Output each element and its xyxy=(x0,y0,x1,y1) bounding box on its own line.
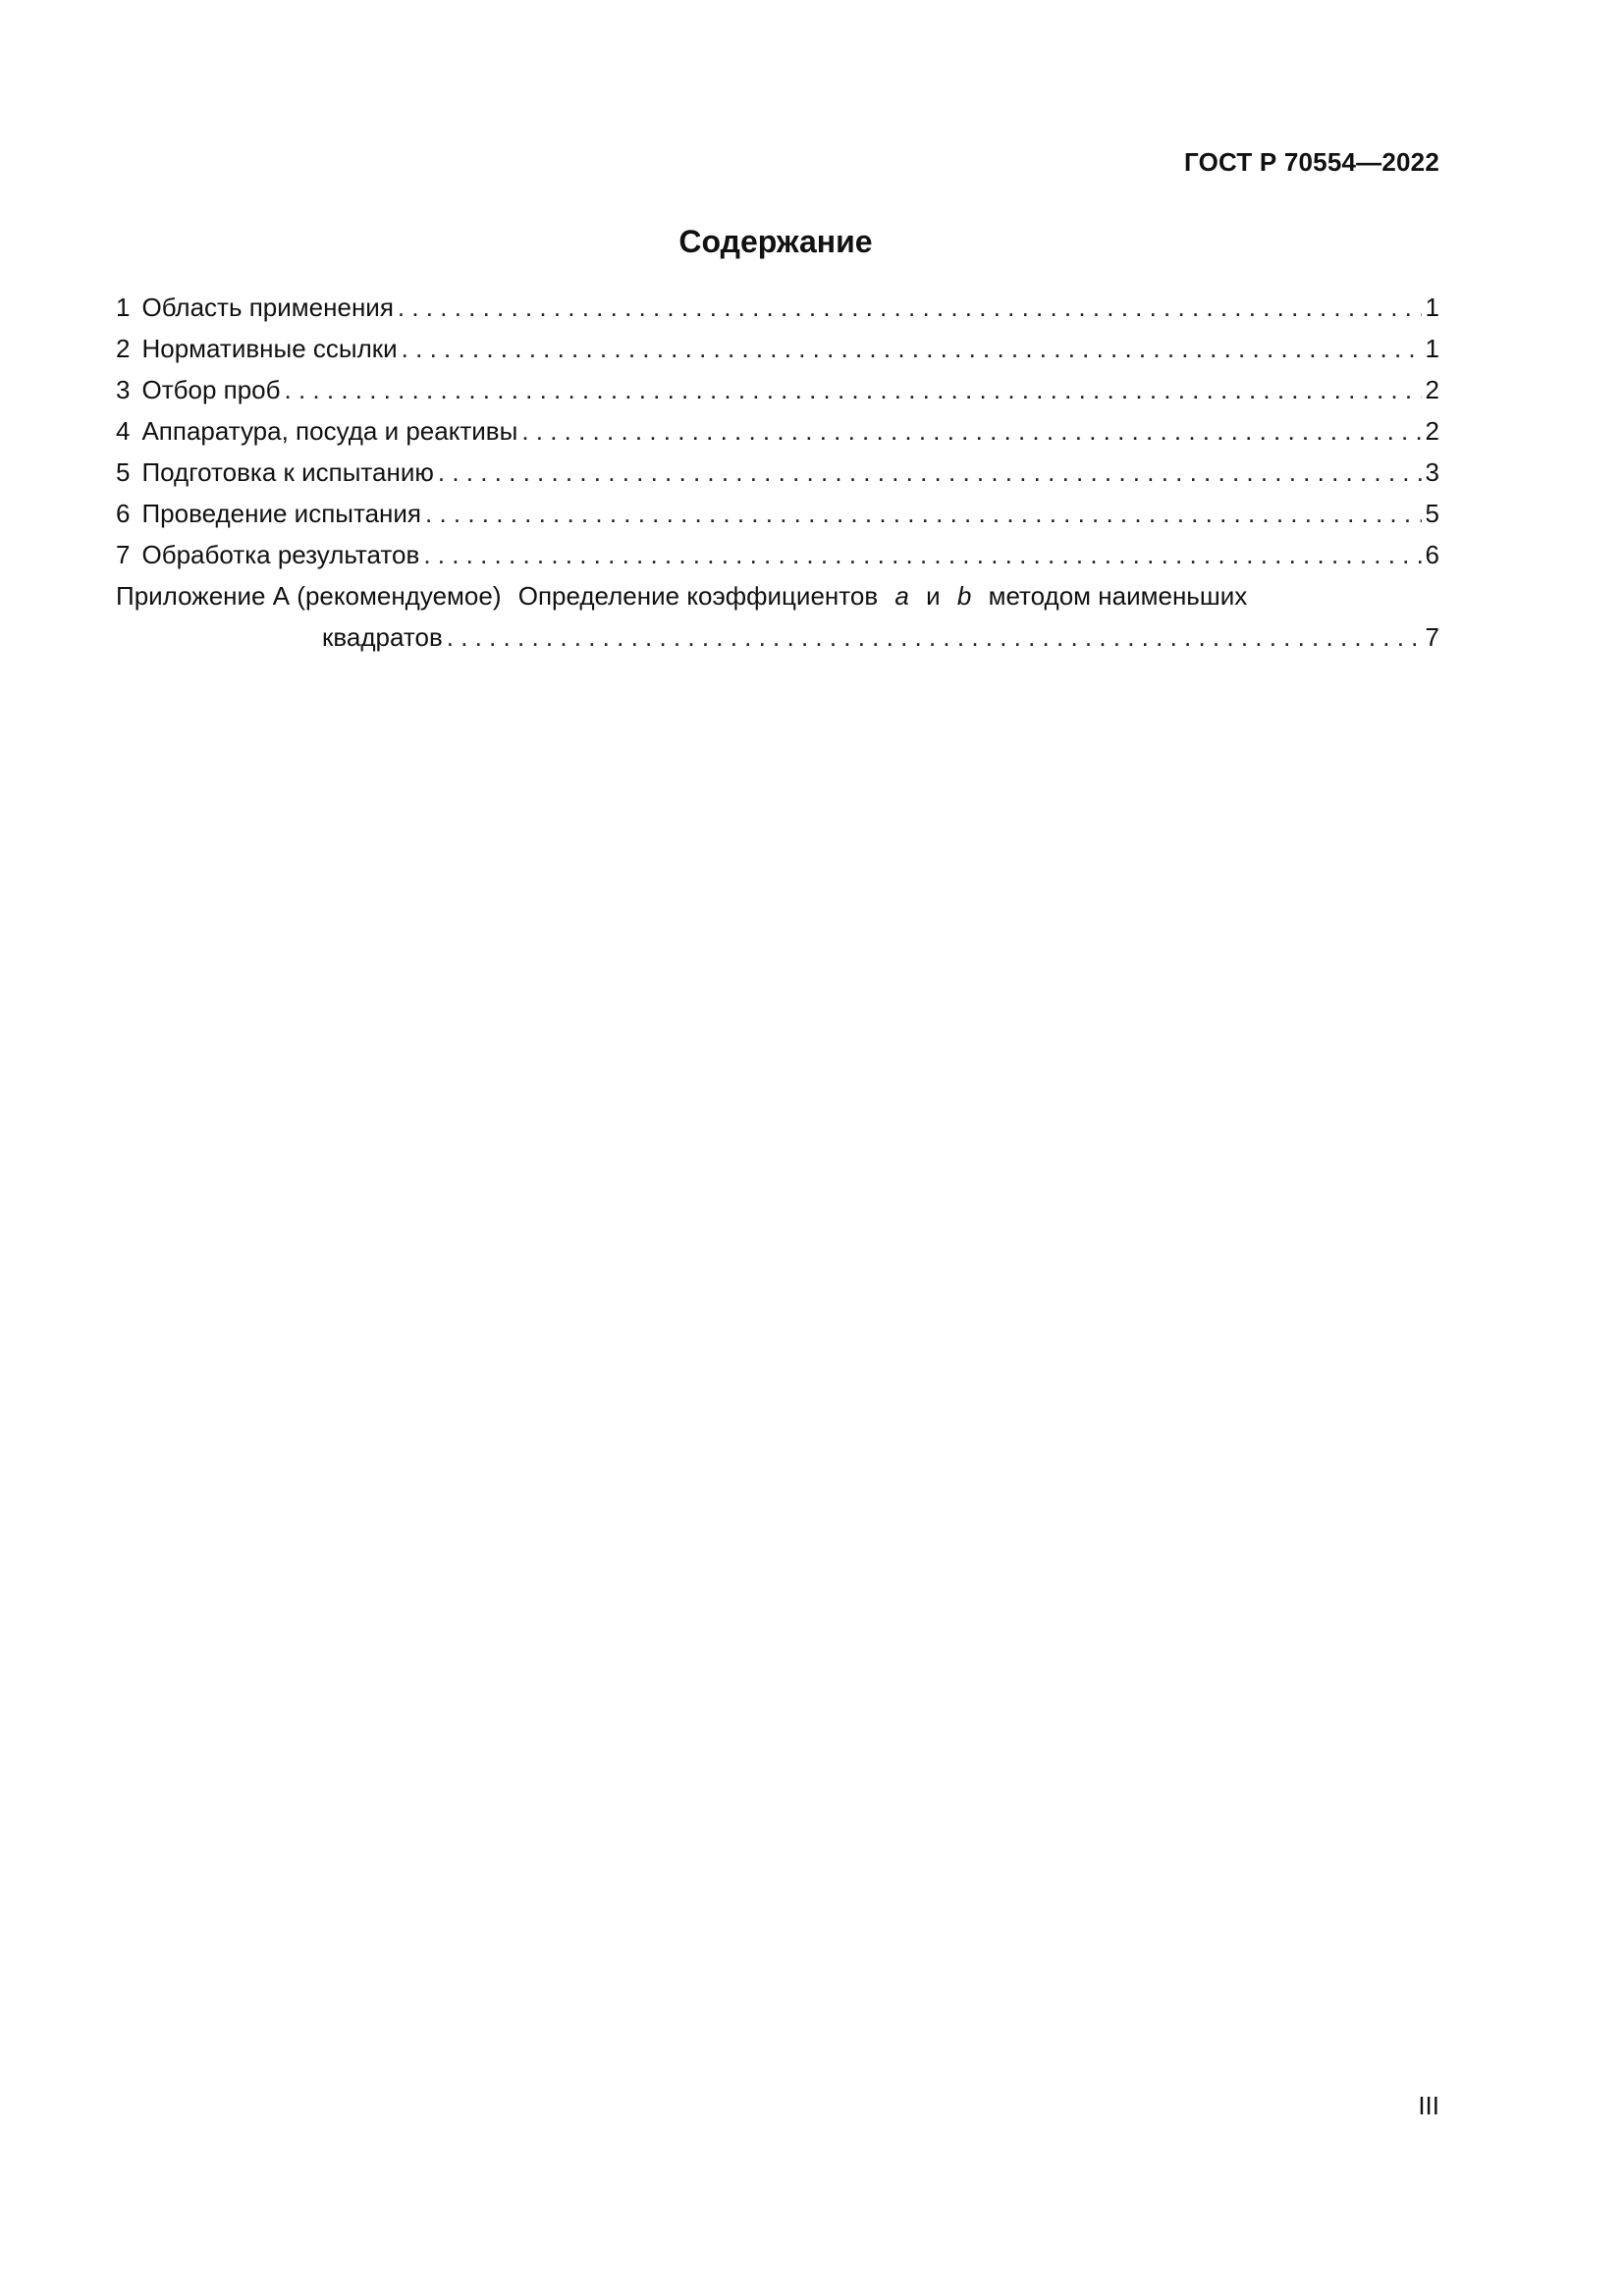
appendix-conjunction: и xyxy=(926,581,941,611)
toc-item-text: Нормативные ссылки xyxy=(141,334,398,363)
toc-dot-leader xyxy=(425,499,1422,529)
toc-item-page: 5 xyxy=(1425,499,1439,528)
toc-dot-leader xyxy=(285,375,1422,405)
toc-item-number: 4 xyxy=(116,416,131,446)
toc-item[interactable] xyxy=(116,457,1439,499)
toc-item-page: 2 xyxy=(1425,416,1439,446)
appendix-variable-b: b xyxy=(956,581,972,611)
toc-item-page: 7 xyxy=(1425,622,1439,652)
document-code: ГОСТ Р 70554—2022 xyxy=(1184,147,1439,177)
toc-item-text: Обработка результатов xyxy=(141,540,420,569)
toc-item-page: 1 xyxy=(1425,293,1439,322)
toc-item[interactable] xyxy=(116,375,1439,416)
toc-item[interactable] xyxy=(116,334,1439,375)
toc-item-number: 3 xyxy=(116,375,131,404)
toc-item[interactable] xyxy=(116,499,1439,540)
toc-item-number: 6 xyxy=(116,499,131,528)
toc-item-text: Область применения xyxy=(141,293,394,322)
toc-item-number: 2 xyxy=(116,334,131,363)
toc-item[interactable] xyxy=(116,540,1439,581)
appendix-title-part2: методом наименьших xyxy=(988,581,1248,611)
toc-item[interactable] xyxy=(116,416,1439,457)
appendix-title-part1: Определение коэффициентов xyxy=(517,581,879,611)
toc-item-page: 2 xyxy=(1425,375,1439,404)
toc-item-number: 1 xyxy=(116,293,131,322)
toc-item[interactable] xyxy=(116,293,1439,334)
appendix-continuation-line xyxy=(116,622,1439,664)
toc-dot-leader xyxy=(447,622,1422,653)
toc-item-text: Отбор проб xyxy=(141,375,281,404)
toc-item-number: 7 xyxy=(116,540,131,569)
appendix-label: Приложение А (рекомендуемое) xyxy=(116,581,502,611)
appendix-title-continuation: квадратов xyxy=(322,622,443,652)
toc-item-text: Проведение испытания xyxy=(141,499,422,528)
toc-item-page: 1 xyxy=(1425,334,1439,363)
toc-dot-leader xyxy=(402,334,1422,364)
appendix-title-line xyxy=(116,581,1439,622)
toc-item-page: 3 xyxy=(1425,457,1439,487)
toc-item-text: Аппаратура, посуда и реактивы xyxy=(141,416,518,446)
toc-dot-leader xyxy=(521,416,1421,447)
toc-title: Содержание xyxy=(678,224,873,259)
toc-item-number: 5 xyxy=(116,457,131,487)
toc-item-text: Подготовка к испытанию xyxy=(141,457,434,487)
page-number: III xyxy=(1418,2091,1439,2120)
toc-dot-leader xyxy=(438,457,1422,488)
toc-dot-leader xyxy=(398,293,1422,323)
toc-appendix-item[interactable] xyxy=(116,581,1439,664)
table-of-contents xyxy=(116,293,1439,664)
toc-dot-leader xyxy=(423,540,1421,570)
toc-item-page: 6 xyxy=(1425,540,1439,569)
appendix-variable-a: a xyxy=(894,581,909,611)
